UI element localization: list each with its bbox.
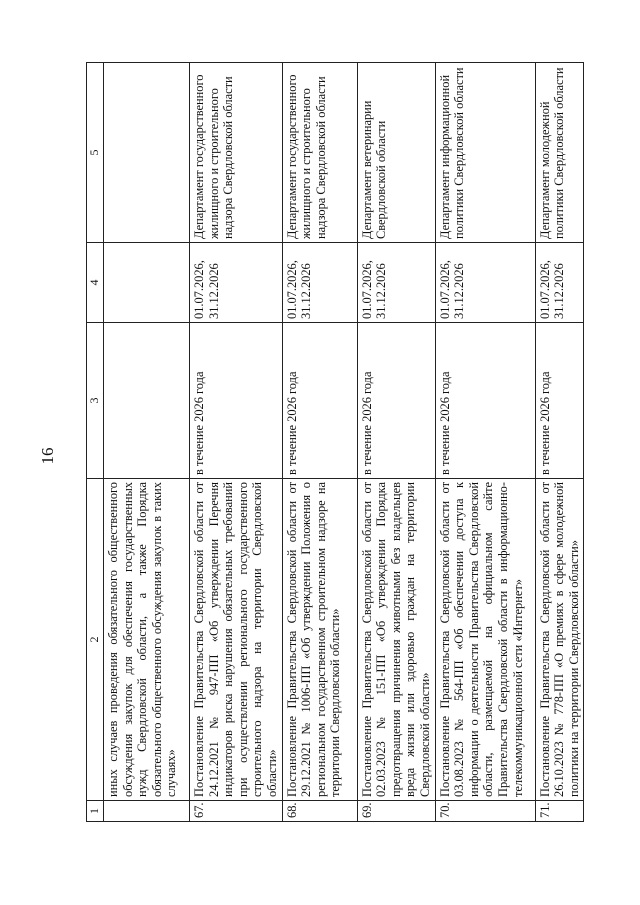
- row-number: [104, 801, 190, 822]
- row-number: 69.: [357, 801, 435, 822]
- responsible-department: Департамент молодежной политики Свердловской области: [535, 63, 584, 243]
- table-row: [535, 63, 584, 822]
- row-number: 68.: [282, 801, 357, 822]
- responsible-department: Департамент ветеринарии Свердловской области: [357, 63, 435, 243]
- document-title: Постановление Правительства Свердловской области от 03.08.2023 № 564-ПП «Об обеспечении доступа к информации о деятельности Правительства Свердловской области, размещаемой на официальном сайте Правительства Свердловской области в информационно-телекоммуникационной сети «Интернет»: [435, 479, 535, 801]
- page-number: 16: [38, 447, 57, 465]
- document-title: Постановление Правительства Свердловской области от 26.10.2023 № 778-ПП «О премиях в сфере молодежной политики на территории Свердловской области»: [535, 479, 584, 801]
- responsible-department: Департамент государственного жилищного и строительного надзора Свердловской области: [282, 63, 357, 243]
- document-title: Постановление Правительства Свердловской области от 02.03.2023 № 151-ПП «Об утверждении Порядка предотвращения причинения животными без владельцев вреда жизни или здоровью граждан на территории Свердловской области»: [357, 479, 435, 801]
- responsible-department: [104, 63, 190, 243]
- deadline: [104, 323, 190, 479]
- table-row: [435, 63, 535, 822]
- header-cell: 5: [87, 63, 104, 243]
- document-title: иных случаев проведения обязательного общественного обсуждения закупок для обеспечения государственных нужд Свердловской области, а также Порядка обязательного общественного обсуждения закупок в таких случаях»: [104, 479, 190, 801]
- header-cell: 1: [87, 801, 104, 822]
- report-dates: [104, 243, 190, 323]
- document-table: [86, 62, 584, 822]
- document-title: Постановление Правительства Свердловской области от 24.12.2021 № 947-ПП «Об утверждении Перечня индикаторов риска нарушения обязательных требований при осуществлении регионального государственного строительного надзора на территории Свердловской области»: [190, 479, 283, 801]
- rotated-table-container: [86, 63, 581, 822]
- table-row: [357, 63, 435, 822]
- deadline: в течение 2026 года: [190, 323, 283, 479]
- row-number: 70.: [435, 801, 535, 822]
- report-dates: 01.07.2026, 31.12.2026: [282, 243, 357, 323]
- report-dates: 01.07.2026, 31.12.2026: [190, 243, 283, 323]
- header-cell: 4: [87, 243, 104, 323]
- header-cell: 3: [87, 323, 104, 479]
- deadline: в течение 2026 года: [282, 323, 357, 479]
- responsible-department: Департамент государственного жилищного и строительного надзора Свердловской области: [190, 63, 283, 243]
- report-dates: 01.07.2026, 31.12.2026: [535, 243, 584, 323]
- report-dates: 01.07.2026, 31.12.2026: [435, 243, 535, 323]
- table-row: [190, 63, 283, 822]
- report-dates: 01.07.2026, 31.12.2026: [357, 243, 435, 323]
- header-cell: 2: [87, 479, 104, 801]
- deadline: в течение 2026 года: [535, 323, 584, 479]
- document-title: Постановление Правительства Свердловской области от 29.12.2021 № 1006-ПП «Об утверждении Положения о региональном государственном строительном надзоре на территории Свердловской области»: [282, 479, 357, 801]
- table-row: [282, 63, 357, 822]
- deadline: в течение 2026 года: [435, 323, 535, 479]
- row-number: 67.: [190, 801, 283, 822]
- row-number: 71.: [535, 801, 584, 822]
- deadline: в течение 2026 года: [357, 323, 435, 479]
- table-header-row: [87, 63, 104, 822]
- table-row: [104, 63, 190, 822]
- responsible-department: Департамент информационной политики Свердловской области: [435, 63, 535, 243]
